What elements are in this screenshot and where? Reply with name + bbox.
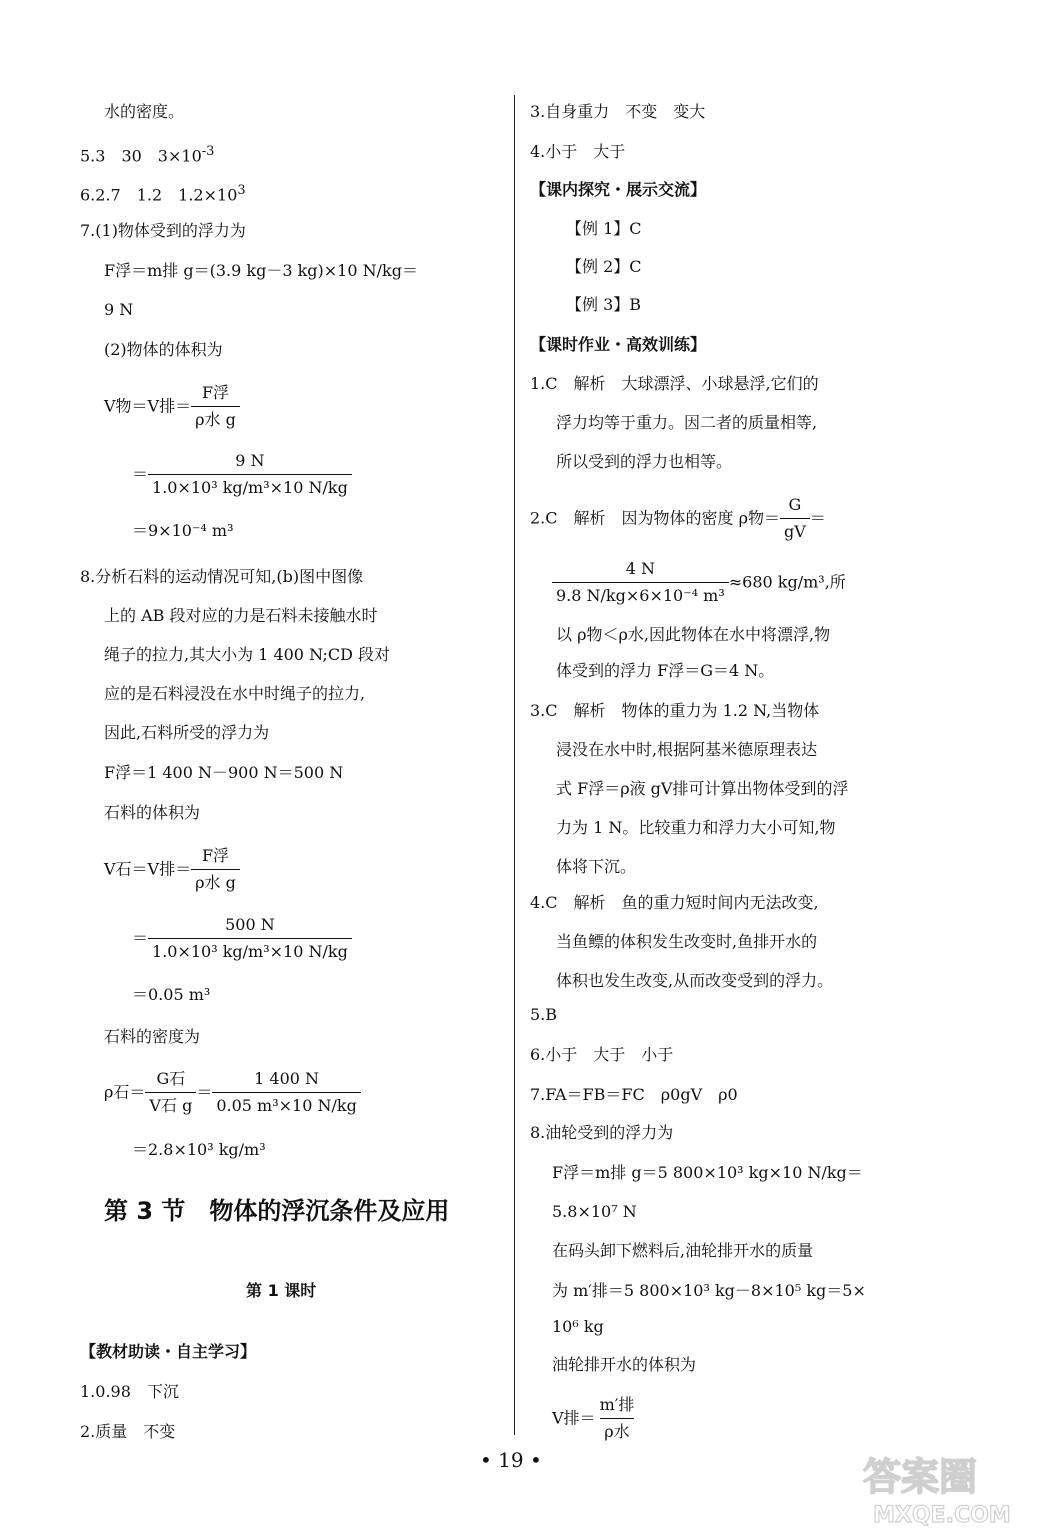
text-line: 应的是石料浸没在水中时绳子的拉力,	[104, 684, 366, 703]
heading-self-study: 【教材助读・自主学习】	[80, 1342, 257, 1361]
answer-2: 2.质量 不变	[80, 1422, 176, 1441]
answer-6: 6.2.7 1.2 $1.2\times 10^3$	[80, 183, 246, 205]
page-number: • 19 •	[480, 1448, 542, 1472]
text-line: 水的密度。	[104, 102, 185, 121]
answer-4: 4.小于 大于	[530, 142, 626, 161]
formula-fraction: $\frac{4 N}{\text{9.8 N/kg×6×10⁻⁴ m³}}$ ≈680 kg/m³,所	[552, 556, 846, 609]
example-2: 【例 2】C	[566, 257, 642, 276]
formula-volume: V排＝ $\frac{\text{m′排}}{\text{ρ水}}$	[552, 1392, 638, 1445]
formula-line: 5.8×10⁷ N	[552, 1202, 637, 1221]
homework-5: 5.B	[530, 1005, 558, 1024]
text-line: 绳子的拉力,其大小为 1 400 N;CD 段对	[104, 645, 391, 664]
text-line: 石料的体积为	[104, 803, 201, 822]
text-line: 石料的密度为	[104, 1027, 201, 1046]
text-line: 浸没在水中时,根据阿基米德原理表达	[556, 740, 818, 759]
formula-line: 为 m′排＝5 800×10³ kg－8×10⁵ kg＝5×	[552, 1281, 866, 1300]
text-line: 以 ρ物＜ρ水,因此物体在水中将漂浮,物	[556, 625, 831, 644]
homework-3: 3.C 解析 物体的重力为 1.2 N,当物体	[530, 701, 820, 720]
formula-line: 10⁶ kg	[552, 1317, 604, 1336]
formula-result: ＝9×10⁻⁴ m³	[132, 521, 234, 540]
text-line: 所以受到的浮力也相等。	[556, 452, 733, 471]
answer-8: 8.分析石料的运动情况可知,(b)图中图像	[80, 567, 364, 586]
answer-7-head: 7.(1)物体受到的浮力为	[80, 221, 246, 240]
formula-result: ＝0.05 m³	[132, 985, 211, 1004]
answer-3: 3.自身重力 不变 变大	[530, 102, 706, 121]
heading-explore: 【课内探究・展示交流】	[530, 180, 707, 199]
watermark-site: MXQE.COM	[873, 1503, 1011, 1528]
watermark-text: 答案圈	[863, 1455, 978, 1499]
answer-1: 1.0.98 下沉	[80, 1382, 179, 1401]
formula-volume: V物＝V排＝ $\frac{\text{F浮}}{\text{ρ水 g}}$	[104, 380, 240, 433]
text-line: 体积也发生改变,从而改变受到的浮力。	[556, 971, 834, 990]
formula-fraction: ＝ $\frac{500 N}{\text{1.0×10³ kg/m³×10 N/kg}}$	[132, 912, 352, 965]
text-line: 式 F浮＝ρ液 gV排可计算出物体受到的浮	[556, 779, 849, 798]
section-title: 第 3 节 物体的浮沉条件及应用	[104, 1197, 450, 1225]
text-line: 当鱼鳔的体积发生改变时,鱼排开水的	[556, 932, 818, 951]
text-line: 体受到的浮力 F浮＝G＝4 N。	[556, 661, 775, 680]
homework-6: 6.小于 大于 小于	[530, 1045, 674, 1064]
example-3: 【例 3】B	[566, 295, 642, 314]
example-1: 【例 1】C	[566, 219, 642, 238]
column-divider	[514, 95, 515, 1435]
homework-7: 7.FA＝FB＝FC ρ0gV ρ0	[530, 1085, 738, 1104]
formula-volume: V石＝V排＝ $\frac{\text{F浮}}{\text{ρ水 g}}$	[104, 843, 240, 896]
formula-density: ρ石＝ $\frac{\text{G石}}{\text{V石 g}}$ ＝ $\frac{1 400 N}{\text{0.05 m³×10 N/kg}}$	[104, 1066, 361, 1119]
homework-8: 8.油轮受到的浮力为	[530, 1123, 674, 1142]
formula-line: F浮＝1 400 N－900 N＝500 N	[104, 763, 344, 782]
text-line: (2)物体的体积为	[104, 340, 223, 359]
text-line: 在码头卸下燃料后,油轮排开水的质量	[552, 1241, 814, 1260]
homework-2: 2.C 解析 因为物体的密度 ρ物＝ $\frac{G}{gV}$ ＝	[530, 492, 826, 545]
watermark-logo	[859, 1448, 1029, 1528]
text-line: 浮力均等于重力。因二者的质量相等,	[556, 413, 818, 432]
heading-homework: 【课时作业・高效训练】	[530, 335, 707, 354]
text-line: 油轮排开水的体积为	[552, 1355, 697, 1374]
text-line: 因此,石料所受的浮力为	[104, 723, 270, 742]
homework-1: 1.C 解析 大球漂浮、小球悬浮,它们的	[530, 374, 819, 393]
formula-result: ＝2.8×10³ kg/m³	[132, 1140, 266, 1159]
text-line: 体将下沉。	[556, 857, 637, 876]
formula-line: F浮＝m排 g＝(3.9 kg－3 kg)×10 N/kg＝	[104, 261, 418, 280]
text-line: 上的 AB 段对应的力是石料未接触水时	[104, 606, 378, 625]
lesson-title: 第 1 课时	[246, 1281, 317, 1300]
formula-fraction: ＝ $\frac{9 N}{\text{1.0×10³ kg/m³×10 N/kg}}$	[132, 448, 352, 501]
text-line: 9 N	[104, 300, 134, 319]
homework-4: 4.C 解析 鱼的重力短时间内无法改变,	[530, 893, 819, 912]
formula-line: F浮＝m排 g＝5 800×10³ kg×10 N/kg＝	[552, 1163, 863, 1182]
answer-5: 5.3 30 $3\times 10^{-3}$	[80, 144, 215, 166]
text-line: 力为 1 N。比较重力和浮力大小可知,物	[556, 818, 836, 837]
